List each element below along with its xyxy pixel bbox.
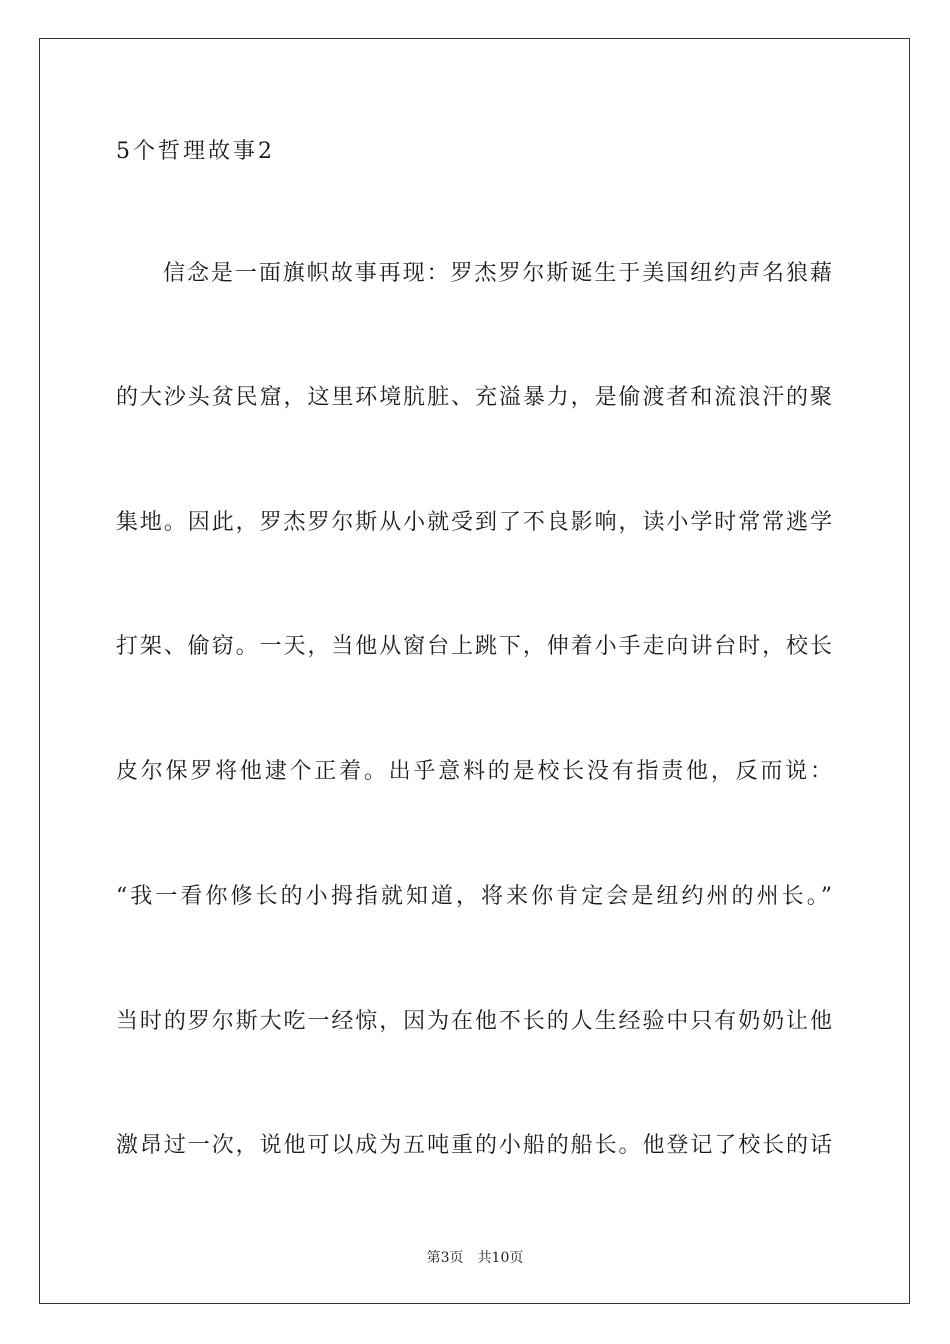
- paragraph-line: “我一看你修长的小拇指就知道，将来你肯定会是纽约州的州长。”: [116, 884, 832, 909]
- page-total: 共10页: [477, 1250, 524, 1266]
- paragraph-line: 当时的罗尔斯大吃一经惊，因为在他不长的人生经验中只有奶奶让他: [116, 1009, 832, 1034]
- page-footer: [0, 1247, 950, 1267]
- paragraph-line: 激昂过一次，说他可以成为五吨重的小船的船长。他登记了校长的话: [116, 1133, 832, 1158]
- paragraph-line: 信念是一面旗帜故事再现：罗杰罗尔斯诞生于美国纽约声名狼藉: [163, 261, 832, 286]
- paragraph-line: 打架、偷窃。一天，当他从窗台上跳下，伸着小手走向讲台时，校长: [116, 634, 832, 659]
- page-border: [39, 38, 910, 1304]
- page-number: 第3页: [426, 1250, 464, 1266]
- document-title: 5个哲理故事2: [116, 139, 275, 164]
- paragraph-line: 的大沙头贫民窟，这里环境肮脏、充溢暴力，是偷渡者和流浪汗的聚: [116, 385, 832, 410]
- paragraph-line: 集地。因此，罗杰罗尔斯从小就受到了不良影响，读小学时常常逃学: [116, 510, 832, 535]
- paragraph-line: 皮尔保罗将他逮个正着。出乎意料的是校长没有指责他，反而说：: [116, 759, 832, 784]
